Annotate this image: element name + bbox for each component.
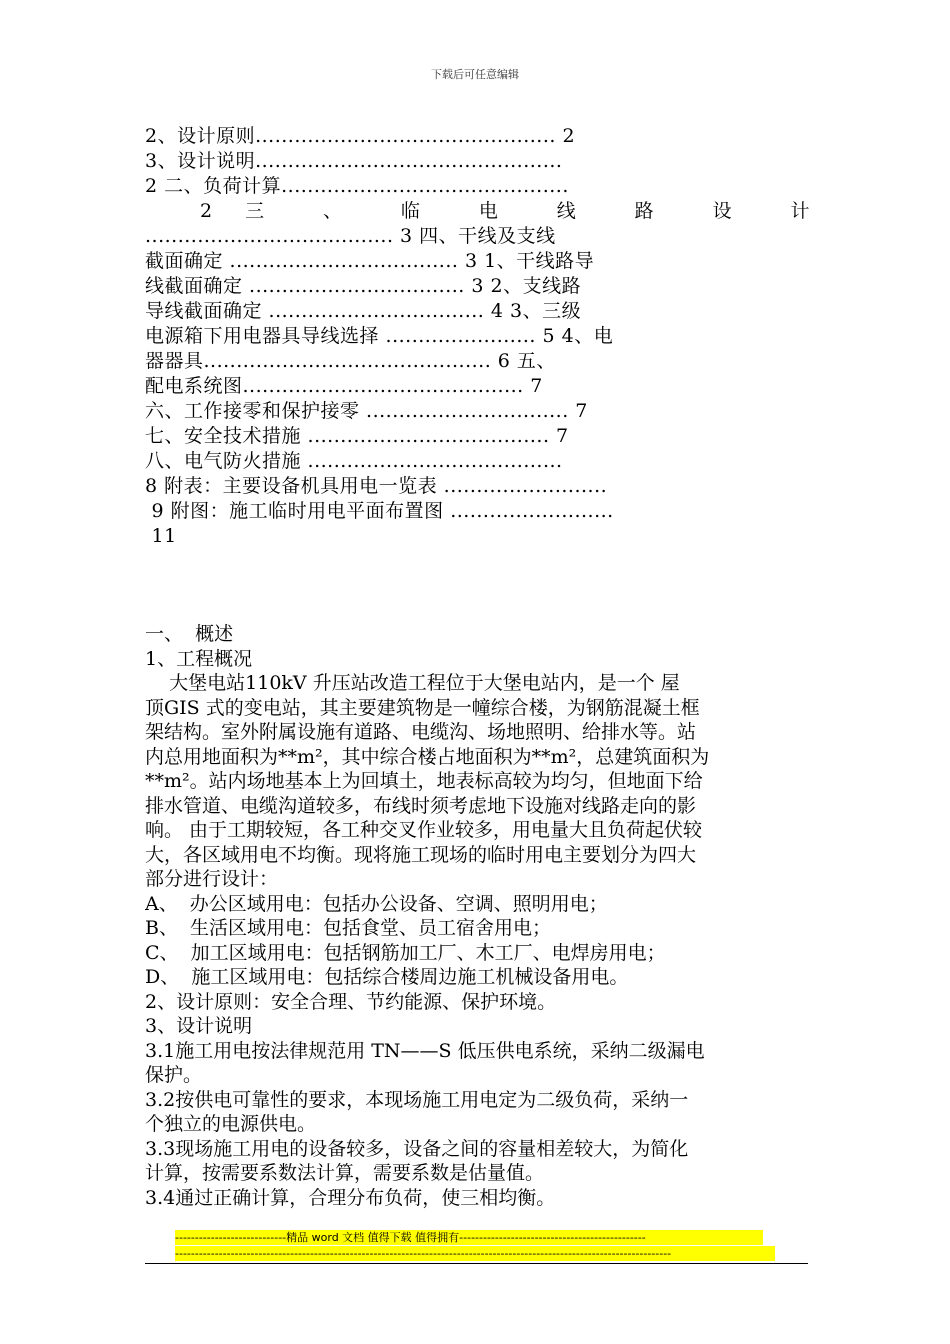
footer-rule xyxy=(145,1263,808,1264)
paragraph-line: 保护。 xyxy=(145,1064,203,1086)
toc-line: 六、工作接零和保护接零 ............................... 7 xyxy=(145,400,588,422)
toc-line: 配电系统图........................................... 7 xyxy=(145,375,543,397)
paragraph-line: 计算，按需要系数法计算，需要系数是估量值。 xyxy=(145,1162,545,1184)
paragraph-line: 响。 由于工期较短，各工种交叉作业较多，用电量大且负荷起伏较 xyxy=(145,819,703,841)
toc-line: 器器具............................................ 6 五、 xyxy=(145,350,556,372)
subsection-heading: 3、设计说明 xyxy=(145,1015,253,1037)
paragraph-line: 大，各区域用电不均衡。现将施工现场的临时用电主要划分为四大 xyxy=(145,843,697,866)
paragraph-line: 3.4通过正确计算，合理分布负荷，使三相均衡。 xyxy=(145,1186,556,1209)
paragraph-line: 顶GIS 式的变电站，其主要建筑物是一幢综合楼，为钢筋混凝土框 xyxy=(145,696,700,719)
toc-line: 2 三 、 临 电 线 路 设 计 xyxy=(200,200,810,222)
paragraph-line: 内总用地面积为**m²，其中综合楼占地面积为**m²，总建筑面积为 xyxy=(145,745,710,768)
toc-line: 导线截面确定 ................................. 4 3、三级 xyxy=(145,300,582,322)
list-item: B、 生活区域用电：包括食堂、员工宿舍用电； xyxy=(145,917,552,939)
toc-line: ...................................... 3 四、干线及支线 xyxy=(145,225,556,247)
footer-banner-line: ----------------------------精品 word 文档 值得下载 值得拥有----------------------------------------------- xyxy=(175,1230,763,1245)
paragraph-line: 排水管道、电缆沟道较多，布线时须考虑地下设施对线路走向的影 xyxy=(145,794,697,817)
paragraph-line: 3.1施工用电按法律规范用 TN——S 低压供电系统，采纳二级漏电 xyxy=(145,1039,705,1062)
paragraph-line: 3.3现场施工用电的设备较多，设备之间的容量相差较大，为简化 xyxy=(145,1137,689,1160)
page-header: 下载后可任意编辑 xyxy=(431,68,519,81)
toc-line: 2 二、负荷计算............................................ xyxy=(145,175,569,197)
section-heading: 一、 概述 xyxy=(145,623,234,645)
toc-line: 8 附表：主要设备机具用电一览表 ......................... xyxy=(145,475,608,497)
paragraph-line: 大堡电站110kV 升压站改造工程位于大堡电站内，是一个 屋 xyxy=(145,672,680,694)
paragraph-line: 3.2按供电可靠性的要求，本现场施工用电定为二级负荷，采纳一 xyxy=(145,1088,689,1111)
document-body xyxy=(145,622,810,1210)
toc-line: 2、设计原则.............................................. 2 xyxy=(145,125,576,147)
toc-line: 3、设计说明............................................... xyxy=(145,150,563,172)
paragraph-line: 架结构。室外附属设施有道路、电缆沟、场地照明、给排水等。站 xyxy=(145,721,697,743)
list-item: D、 施工区域用电：包括综合楼周边施工机械设备用电。 xyxy=(145,966,629,988)
paragraph-line: 2、设计原则：安全合理、节约能源、保护环境。 xyxy=(145,990,557,1013)
toc-line: 截面确定 ................................... 3 1、干线路导 xyxy=(145,250,595,272)
toc-line: 9 附图：施工临时用电平面布置图 ......................... xyxy=(145,500,614,522)
list-item: A、 办公区域用电：包括办公设备、空调、照明用电； xyxy=(145,892,608,915)
toc-line: 七、安全技术措施 ..................................... 7 xyxy=(145,425,569,447)
paragraph-line: 个独立的电源供电。 xyxy=(145,1113,317,1135)
toc-line: 八、电气防火措施 ....................................... xyxy=(145,450,563,472)
list-item: C、 加工区域用电：包括钢筋加工厂、木工厂、电焊房用电； xyxy=(145,941,666,964)
toc-line: 线截面确定 ................................. 3 2、支线路 xyxy=(145,275,582,297)
toc-line: 11 xyxy=(145,525,177,547)
paragraph-line: **m²。站内场地基本上为回填土，地表标高较为均匀，但地面下给 xyxy=(145,770,703,792)
toc-line: 电源箱下用电器具导线选择 ....................... 5 4、电 xyxy=(145,325,614,347)
paragraph-line: 部分进行设计： xyxy=(145,868,279,890)
subsection-heading: 1、工程概况 xyxy=(145,647,253,670)
table-of-contents xyxy=(145,124,810,549)
footer-banner-line: ----------------------------------------------------------------------------------------------------------------------------- xyxy=(175,1246,775,1261)
